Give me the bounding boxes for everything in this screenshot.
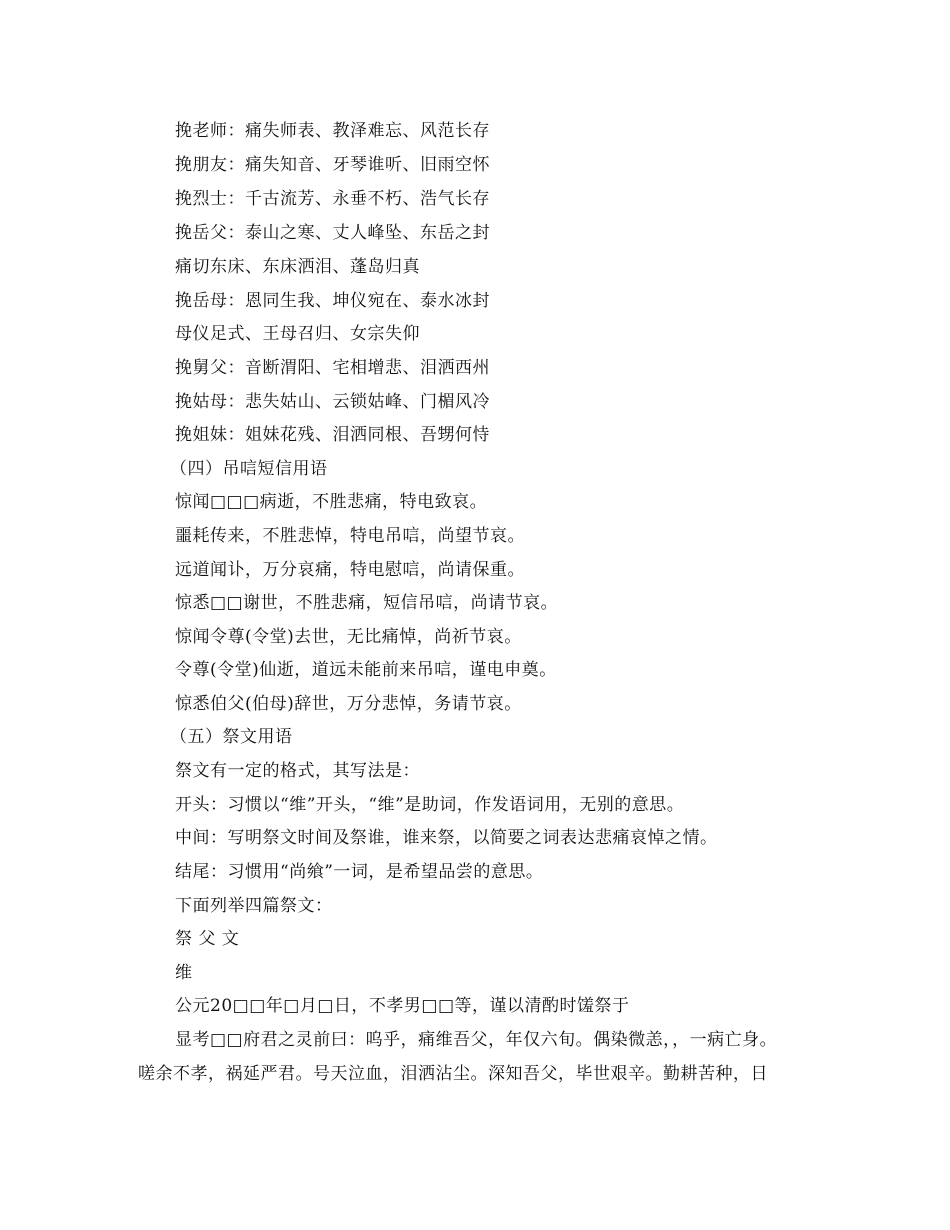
text-line: 惊悉□□谢世，不胜悲痛，短信吊唁，尚请节哀。 (175, 593, 559, 613)
text-line: 挽朋友：痛失知音、牙琴谁听、旧雨空怀 (175, 155, 490, 175)
text-line: 挽岳父：泰山之寒、丈人峰坠、东岳之封 (175, 223, 490, 243)
section-heading: （四）吊唁短信用语 (170, 459, 328, 479)
text-line: 挽烈士：千古流芳、永垂不朽、浩气长存 (175, 189, 490, 209)
text-line: 祭文有一定的格式，其写法是： (175, 761, 420, 781)
text-line: 下面列举四篇祭文： (175, 896, 333, 916)
text-line: 挽姐妹：姐妹花残、泪洒同根、吾甥何恃 (175, 425, 490, 445)
text-line: 挽岳母：恩同生我、坤仪宛在、泰水冰封 (175, 291, 490, 311)
text-line: 结尾：习惯用“尚飨”一词，是希望品尝的意思。 (175, 862, 544, 882)
text-line: 噩耗传来，不胜悲悼，特电吊唁，尚望节哀。 (175, 526, 525, 546)
text-line: 维 (175, 963, 193, 983)
text-line: 嗟余不孝，祸延严君。号天泣血，泪洒沾尘。深知吾父，毕世艰辛。勤耕苦种，日 (138, 1064, 768, 1084)
text-line: 痛切东床、东床洒泪、蓬岛归真 (175, 257, 420, 277)
text-line: 挽老师：痛失师表、教泽难忘、风范长存 (175, 121, 490, 141)
text-line: 挽舅父：音断渭阳、宅相增悲、泪洒西州 (175, 358, 490, 378)
text-line: 中间：写明祭文时间及祭谁，谁来祭，以简要之词表达悲痛哀悼之情。 (175, 828, 718, 848)
text-line: 开头：习惯以“维”开头，“维”是助词，作发语词用，无别的意思。 (175, 795, 685, 815)
text-line: 母仪足式、王母召归、女宗失仰 (175, 324, 420, 344)
text-line: 惊闻令尊(令堂)去世，无比痛悼，尚祈节哀。 (175, 627, 522, 647)
text-line: 令尊(令堂)仙逝，道远未能前来吊唁，谨电申奠。 (175, 660, 557, 680)
section-heading: （五）祭文用语 (170, 727, 293, 747)
text-line: 惊悉伯父(伯母)辞世，万分悲悼，务请节哀。 (175, 694, 522, 714)
text-line: 显考□□府君之灵前曰：呜乎，痛维吾父，年仅六旬。偶染微恙，，一病亡身。 (175, 1030, 778, 1050)
text-line: 惊闻□□□病逝，不胜悲痛，特电致哀。 (175, 492, 488, 512)
text-line: 公元20□□年□月□日，不孝男□□等，谨以清酌时馐祭于 (175, 996, 630, 1016)
eulogy-title: 祭 父 文 (175, 929, 240, 949)
text-line: 挽姑母：悲失姑山、云锁姑峰、门楣风冷 (175, 392, 490, 412)
text-line: 远道闻讣，万分哀痛，特电慰唁，尚请保重。 (175, 560, 525, 580)
